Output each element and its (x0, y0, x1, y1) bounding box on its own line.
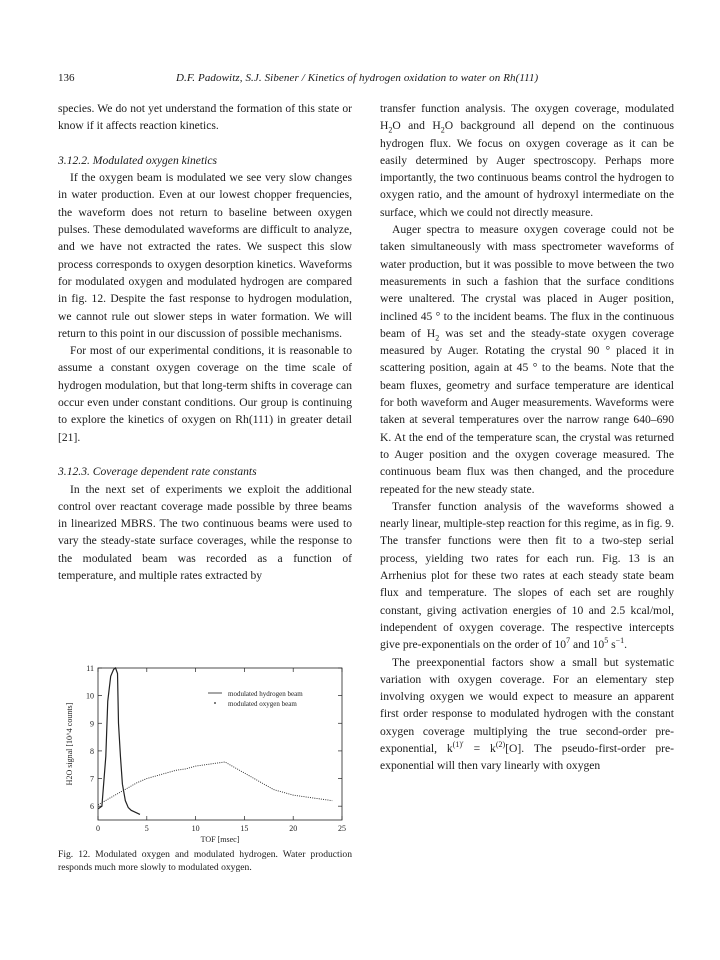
x-tick-label: 0 (96, 824, 100, 833)
series-line-1 (98, 762, 332, 805)
y-tick-label: 9 (90, 719, 94, 729)
left-column (58, 100, 352, 584)
figure-12 (58, 660, 352, 870)
x-axis-label: TOF [msec] (200, 835, 240, 844)
y-tick-label: 7 (90, 774, 94, 784)
legend-label: modulated hydrogen beam (228, 690, 303, 698)
plot-frame (98, 668, 342, 820)
running-head: D.F. Padowitz, S.J. Sibener / Kinetics of hydrogen oxidation to water on Rh(111) (176, 72, 539, 84)
legend-swatch (214, 702, 216, 704)
section-heading: 3.12.2. Modulated oxygen kinetics (58, 153, 218, 167)
paragraph: Transfer function analysis of the waveforms showed a nearly linear, multiple-step reaction for this regime, as in fig. 9. The transfer functions were then fit to a two-step serial process, yielding two rates for each run. Fig. 13 is an Arrhenius plot for these two rates at each steady state beam flux and temperature. The slopes of each set are roughly constant, giving activation energies of 10 and 2.5 kcal/mol, independent of oxygen coverage. The respective intercepts give pre-exponentials on the order of $10^7$ and $10^5$ $s^{-1}$. (380, 499, 674, 652)
x-tick-label: 20 (289, 824, 298, 833)
y-tick-label: 6 (90, 802, 94, 812)
paragraph: If the oxygen beam is modulated we see very slow changes in water production. Even at our lowest chopper frequencies, the waveform does not return to baseline between oxygen pulses. These demodulated waveforms are difficult to analyze, and we have not extracted the rates. We suspect this slow process corresponds to oxygen desorption kinetics. Waveforms for modulated oxygen and modulated hydrogen are compared in fig. 12. Despite the fast response to hydrogen modulation, we cannot rule out slower steps in water formation. We will return to this point in our discussion of possible mechanisms. (58, 171, 352, 340)
paragraph: The preexponential factors show a small but systematic variation with oxygen coverage. For an elementary step involving oxygen we would expect to measure an apparent first order response to modulated hydrogen with the constant oxygen coverage multiplying the true second-order pre-exponential, $k^{(1)'} = k^{(2)}[O]$. The pseudo-first-order pre-exponential will then vary linearly with oxygen (380, 655, 675, 773)
paragraph: For most of our experimental conditions, it is reasonable to assume a constant oxygen coverage on the time scale of hydrogen modulation, but that long-term shifts in coverage can occur even under constant conditions. Our group is continuing to explore the kinetics of oxygen on Rh(111) in greater detail [21]. (58, 344, 352, 444)
page-number: 136 (58, 72, 75, 84)
section-heading: 3.12.3. Coverage dependent rate constants (58, 465, 257, 479)
y-tick-label: 11 (86, 664, 94, 673)
page-header (58, 72, 668, 88)
x-tick-label: 25 (338, 824, 346, 833)
paragraph: In the next set of experiments we exploit the additional control over reactant coverage made possible by three beams in linearized MBRS. The two continuous beams were used to vary the steady-state surface coverages, while the response to the modulated beam was recorded as a function of temperature, and multiple rates extracted by (58, 482, 352, 583)
paragraph: transfer function analysis. The oxygen coverage, modulated $H_2O$ and $H_2O$ background all depend on the continuous hydrogen flux. We focus on oxygen coverage as it can be easily determined by Auger spectroscopy. Perhaps more importantly, the two continuous beams control the hydrogen to oxygen ratio, and the amount of hydroxyl intermediate on the surface, which we could not directly measure. (380, 102, 674, 219)
x-tick-label: 15 (240, 824, 249, 833)
chart (58, 660, 352, 850)
paragraph: Auger spectra to measure oxygen coverage could not be taken simultaneously with mass spectrometer waveforms of water production, but it was possible to move between the two measurements in such a fashion that the surface conditions were unaltered. The crystal was placed in Auger position, inclined 45 ° to the incident beams. The flux in the continuous beam of $H_2$ was set and the steady-state oxygen coverage measured by Auger. Rotating the crystal 90 ° placed it in scattering position, again at 45 ° to the beams. Note that the beam fluxes, geometry and surface temperature are identical for both waveform and Auger measurements. Waveforms were taken at several temperatures over the narrow range 640–690 K. At the end of the temperature scan, the crystal was returned to Auger position and the oxygen coverage measured. The continuous beam flux was then changed, and the procedure repeated for the new steady state. (380, 223, 674, 496)
y-tick-label: 8 (90, 746, 94, 756)
right-column (380, 100, 674, 775)
paragraph: species. We do not yet understand the formation of this state or know if it affects reaction kinetics. (58, 102, 352, 133)
figure-caption: Fig. 12. Modulated oxygen and modulated hydrogen. Water production responds much more slowly to modulated oxygen. (58, 849, 352, 873)
x-tick-label: 5 (144, 824, 149, 833)
legend-label: modulated oxygen beam (228, 700, 297, 708)
y-tick-label: 10 (86, 691, 94, 701)
x-tick-label: 10 (191, 824, 200, 833)
y-axis-label: H2O signal [10^4 counts] (65, 702, 74, 786)
